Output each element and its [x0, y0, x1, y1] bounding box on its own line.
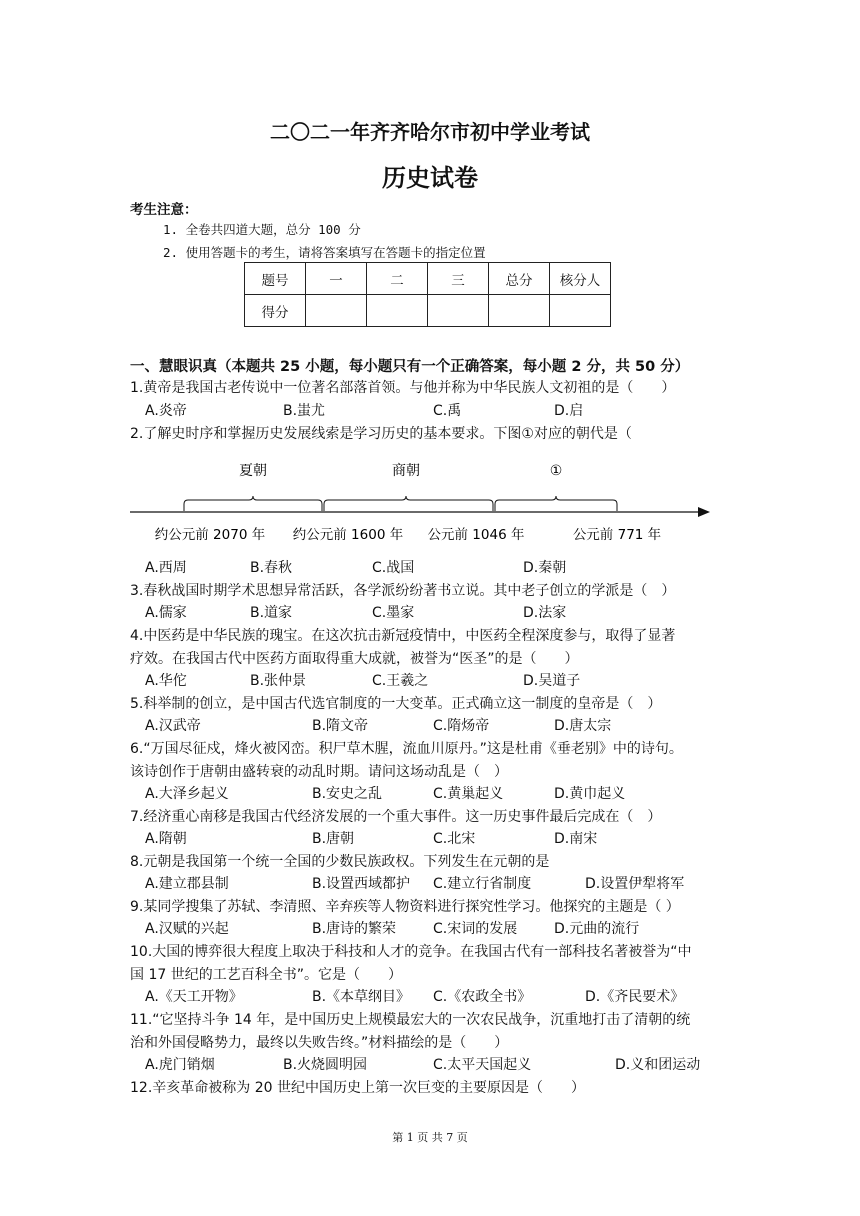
- score-cell: [367, 295, 428, 327]
- score-table: [244, 262, 611, 327]
- notice-item: 2. 使用答题卡的考生，请将答案填写在答题卡的指定位置: [163, 245, 486, 260]
- notice-item: 1. 全卷共四道大题，总分 100 分: [163, 222, 361, 237]
- question-text: 疗效。在我国古代中医药方面取得重大成就，被誉为“医圣”的是（ ）: [130, 651, 579, 667]
- timeline-dynasty: 商朝: [392, 463, 420, 479]
- subject-title: 历史试卷: [382, 164, 478, 192]
- option: D.设置伊犁将军: [585, 876, 685, 892]
- score-table-header: 核分人: [550, 263, 611, 295]
- option: B.春秋: [250, 560, 293, 576]
- option: A.《天工开物》: [145, 989, 243, 1005]
- timeline-date: 约公元前 1600 年: [292, 527, 404, 543]
- question-text: 6.“万国尽征戍，烽火被冈峦。积尸草木腥，流血川原丹。”这是杜甫《垂老别》中的诗句。: [130, 741, 683, 757]
- timeline-date: 公元前 1046 年: [427, 527, 525, 543]
- score-cell: [550, 295, 611, 327]
- option: B.隋文帝: [312, 718, 369, 734]
- option: B.《本草纲目》: [312, 989, 411, 1005]
- option: A.儒家: [145, 605, 187, 621]
- timeline-brace: [495, 496, 617, 511]
- option: C.宋词的发展: [433, 921, 518, 937]
- option: B.唐诗的繁荣: [312, 921, 397, 937]
- option: D.黄巾起义: [554, 786, 626, 802]
- option: D.法家: [523, 605, 567, 621]
- option: C.墨家: [372, 605, 415, 621]
- score-table-header: 一: [306, 263, 367, 295]
- option: C.太平天国起义: [433, 1057, 532, 1073]
- option: D.《齐民要术》: [585, 989, 685, 1005]
- option: D.南宋: [554, 831, 598, 847]
- option: B.道家: [250, 605, 293, 621]
- option: D.唐太宗: [554, 718, 612, 734]
- score-cell: [306, 295, 367, 327]
- score-table-header: 总分: [489, 263, 550, 295]
- option: C.隋炀帝: [433, 718, 490, 734]
- option: C.黄巢起义: [433, 786, 504, 802]
- option: A.华佗: [145, 673, 187, 689]
- option: C.战国: [372, 560, 415, 576]
- question-text: 该诗创作于唐朝由盛转衰的动乱时期。请问这场动乱是（ ）: [130, 764, 508, 780]
- question-text: 2.了解史时序和掌握历史发展线索是学习历史的基本要求。下图①对应的朝代是（: [130, 426, 632, 442]
- section-heading: 一、慧眼识真（本题共 25 小题，每小题只有一个正确答案，每小题 2 分，共 50 分）: [130, 359, 690, 375]
- option: B.张仲景: [250, 673, 307, 689]
- question-text: 12.辛亥革命被称为 20 世纪中国历史上第一次巨变的主要原因是（ ）: [130, 1080, 585, 1096]
- option: B.安史之乱: [312, 786, 383, 802]
- option: B.设置西域都护: [312, 876, 411, 892]
- question-text: 1.黄帝是我国古老传说中一位著名部落首领。与他并称为中华民族人文初祖的是（ ）: [130, 380, 676, 396]
- score-table-header: 二: [367, 263, 428, 295]
- question-text: 10.大国的博弈很大程度上取决于科技和人才的竞争。在我国古代有一部科技名著被誉为“中: [130, 944, 692, 960]
- option: D.吴道子: [523, 673, 581, 689]
- option: C.王羲之: [372, 673, 429, 689]
- question-text: 9.某同学搜集了苏轼、李清照、辛弃疾等人物资料进行探究性学习。他探究的主题是（ ）: [130, 899, 680, 915]
- option: C.北宋: [433, 831, 476, 847]
- option: A.隋朝: [145, 831, 187, 847]
- option: D.元曲的流行: [554, 921, 640, 937]
- score-row-label: 得分: [245, 295, 306, 327]
- question-text: 4.中医药是中华民族的瑰宝。在这次抗击新冠疫情中，中医药全程深度参与，取得了显著: [130, 628, 676, 644]
- notice-heading: 考生注意：: [130, 202, 198, 218]
- question-text: 3.春秋战国时期学术思想异常活跃，各学派纷纷著书立说。其中老子创立的学派是（ ）: [130, 583, 676, 599]
- option: B.火烧圆明园: [283, 1057, 368, 1073]
- timeline-brace: [324, 496, 493, 511]
- timeline-dynasty: 夏朝: [239, 463, 267, 479]
- option: B.唐朝: [312, 831, 355, 847]
- timeline-dynasty: ①: [549, 463, 563, 479]
- option: C.《农政全书》: [433, 989, 532, 1005]
- option: A.大泽乡起义: [145, 786, 229, 802]
- timeline-date: 公元前 771 年: [572, 527, 662, 543]
- option: A.建立郡县制: [145, 876, 229, 892]
- score-cell: [489, 295, 550, 327]
- timeline-date: 约公元前 2070 年: [154, 527, 266, 543]
- question-text: 5.科举制的创立，是中国古代选官制度的一大变革。正式确立这一制度的皇帝是（ ）: [130, 696, 662, 712]
- score-table-header: 三: [428, 263, 489, 295]
- score-table-header: 题号: [245, 263, 306, 295]
- option: A.西周: [145, 560, 187, 576]
- option: A.虎门销烟: [145, 1057, 215, 1073]
- page-number: 第 1 页 共 7 页: [392, 1131, 468, 1144]
- timeline-diagram: [126, 455, 726, 545]
- option: B.蚩尤: [283, 403, 326, 419]
- option: D.秦朝: [523, 560, 567, 576]
- option: A.炎帝: [145, 403, 187, 419]
- option: D.启: [554, 403, 584, 419]
- question-text: 国 17 世纪的工艺百科全书”。它是（ ）: [130, 967, 402, 983]
- option: C.禹: [433, 403, 462, 419]
- option: A.汉武帝: [145, 718, 201, 734]
- option: A.汉赋的兴起: [145, 921, 229, 937]
- question-text: 8.元朝是我国第一个统一全国的少数民族政权。下列发生在元朝的是: [130, 854, 550, 870]
- question-text: 7.经济重心南移是我国古代经济发展的一个重大事件。这一历史事件最后完成在（ ）: [130, 809, 662, 825]
- exam-title: 二〇二一年齐齐哈尔市初中学业考试: [270, 120, 590, 144]
- timeline-arrow: [698, 507, 710, 517]
- question-text: 11.“它坚持斗争 14 年，是中国历史上规模最宏大的一次农民战争，沉重地打击了清朝的统: [130, 1012, 691, 1028]
- question-text: 治和外国侵略势力，最终以失败告终。”材料描绘的是（ ）: [130, 1035, 509, 1051]
- option: C.建立行省制度: [433, 876, 532, 892]
- option: D.义和团运动: [615, 1057, 701, 1073]
- score-cell: [428, 295, 489, 327]
- timeline-brace: [184, 496, 322, 511]
